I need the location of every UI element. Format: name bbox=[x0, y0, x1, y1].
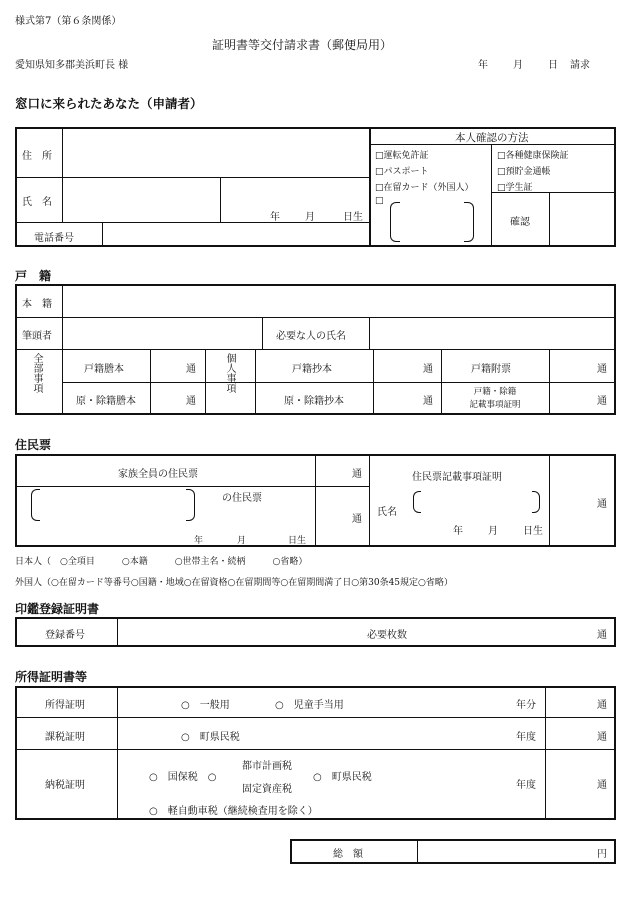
kisai-birth-year: 年 bbox=[453, 526, 463, 537]
juminhyo-person-field[interactable] bbox=[42, 490, 184, 520]
all-items-label: 全部事項 bbox=[31, 353, 42, 393]
family-all-unit[interactable]: 通 bbox=[352, 469, 362, 480]
tohon-unit[interactable]: 通 bbox=[186, 364, 196, 375]
fuhyo-unit[interactable]: 通 bbox=[597, 364, 607, 375]
jumin-birth-month: 月 bbox=[237, 536, 247, 546]
income-general-option[interactable]: ○ 一般用 bbox=[181, 700, 230, 711]
verify-health-insurance[interactable]: □各種健康保険証 bbox=[497, 151, 569, 161]
total-unit: 円 bbox=[597, 849, 607, 860]
address-label: 住 所 bbox=[22, 151, 52, 162]
kisai-birth-day: 日生 bbox=[523, 526, 543, 537]
bracket-left bbox=[390, 202, 400, 242]
birth-month: 月 bbox=[305, 212, 315, 223]
tax-period: 年度 bbox=[516, 732, 536, 743]
bracket-left bbox=[31, 489, 40, 521]
paid-light-vehicle-option[interactable]: ○ 軽自動車税（継続検査用を除く） bbox=[149, 806, 318, 817]
kisai-unit[interactable]: 通 bbox=[597, 396, 607, 407]
paid-resident-option[interactable]: ○ 町県民税 bbox=[313, 772, 372, 783]
shohon-unit[interactable]: 通 bbox=[423, 364, 433, 375]
jumin-birth-year: 年 bbox=[194, 536, 204, 546]
foreign-options[interactable]: 外国人（○在留カード等番号○国籍・地域○在留資格○在留期間等○在留期間満了日○第30条45規定○省略） bbox=[15, 578, 453, 588]
kisai-birth-month: 月 bbox=[488, 526, 498, 537]
honseki-field[interactable] bbox=[64, 286, 612, 316]
of-juminhyo-label: の住民票 bbox=[222, 493, 262, 504]
date-year[interactable]: 年 bbox=[478, 60, 488, 71]
juminhyo-heading: 住民票 bbox=[15, 438, 52, 452]
kisai-name-field[interactable] bbox=[423, 492, 530, 512]
verification-title: 本人確認の方法 bbox=[455, 132, 529, 144]
total-amount-field[interactable] bbox=[419, 841, 589, 862]
name-field[interactable] bbox=[64, 179, 218, 220]
joseki-tohon-label: 原・除籍謄本 bbox=[76, 396, 136, 407]
paid-kokuho-option[interactable]: ○ 国保税 ○ bbox=[149, 772, 217, 783]
phone-field[interactable] bbox=[104, 224, 367, 244]
form-title: 証明書等交付請求書（郵便局用） bbox=[212, 38, 393, 52]
verify-passport[interactable]: □パスポート bbox=[375, 167, 429, 177]
verify-student-id[interactable]: □学生証 bbox=[497, 183, 533, 193]
joseki-shohon-unit[interactable]: 通 bbox=[423, 396, 433, 407]
bracket-left bbox=[413, 491, 421, 513]
fuhyo-label: 戸籍附票 bbox=[471, 364, 511, 375]
birth-year: 年 bbox=[270, 212, 280, 223]
birth-day: 日生 bbox=[343, 212, 363, 223]
verify-drivers-license[interactable]: □運転免許証 bbox=[375, 151, 429, 161]
kisai-label-1: 戸籍・除籍 bbox=[473, 387, 517, 397]
tohon-label: 戸籍謄本 bbox=[84, 364, 124, 375]
bracket-right bbox=[532, 491, 540, 513]
income-period: 年分 bbox=[516, 700, 536, 711]
joseki-shohon-label: 原・除籍抄本 bbox=[284, 396, 344, 407]
kisai-title: 住民票記載事項証明 bbox=[412, 472, 502, 483]
head-field[interactable] bbox=[64, 319, 260, 348]
needed-names-label: 必要な人の氏名 bbox=[276, 331, 346, 342]
total-label: 総 額 bbox=[333, 849, 363, 860]
verify-residence-card[interactable]: □在留カード（外国人） bbox=[375, 183, 474, 193]
japanese-options[interactable]: 日本人（ ○全項目 ○本籍 ○世帯主名・続柄 ○省略） bbox=[15, 557, 308, 567]
address-field[interactable] bbox=[64, 130, 367, 175]
paid-cert-label: 納税証明 bbox=[45, 780, 85, 791]
kisai-name-label: 氏名 bbox=[377, 507, 397, 518]
needed-names-field[interactable] bbox=[371, 319, 612, 348]
paid-period: 年度 bbox=[516, 780, 536, 791]
head-label: 筆頭者 bbox=[22, 331, 52, 342]
applicant-heading: 窓口に来られたあなた（申請者） bbox=[15, 96, 203, 111]
inkan-heading: 印鑑登録証明書 bbox=[15, 602, 100, 616]
verify-passbook[interactable]: □預貯金通帳 bbox=[497, 167, 551, 177]
income-cert-label: 所得証明 bbox=[45, 700, 85, 711]
bracket-right bbox=[464, 202, 474, 242]
paid-city-planning-label: 都市計画税 bbox=[242, 761, 292, 772]
koseki-heading: 戸 籍 bbox=[15, 269, 52, 283]
personal-items-label: 個人事項 bbox=[224, 353, 235, 393]
verify-other[interactable]: □ bbox=[375, 196, 384, 206]
income-unit[interactable]: 通 bbox=[597, 700, 607, 711]
kisai-unit[interactable]: 通 bbox=[597, 499, 607, 510]
date-day[interactable]: 日 bbox=[548, 60, 558, 71]
paid-fixed-asset-label: 固定資産税 bbox=[242, 784, 292, 795]
shohon-label: 戸籍抄本 bbox=[292, 364, 332, 375]
phone-label: 電話番号 bbox=[34, 233, 74, 244]
joseki-tohon-unit[interactable]: 通 bbox=[186, 396, 196, 407]
bracket-right bbox=[186, 489, 195, 521]
form-number: 様式第7（第６条関係） bbox=[15, 16, 122, 27]
tax-cert-label: 課税証明 bbox=[45, 732, 85, 743]
paid-unit[interactable]: 通 bbox=[597, 780, 607, 791]
shotoku-heading: 所得証明書等 bbox=[15, 670, 88, 684]
family-all-label: 家族全員の住民票 bbox=[118, 469, 198, 480]
confirm-label: 確認 bbox=[510, 217, 530, 228]
person-juminhyo-unit[interactable]: 通 bbox=[352, 514, 362, 525]
honseki-label: 本 籍 bbox=[22, 299, 52, 310]
date-month[interactable]: 月 bbox=[513, 60, 523, 71]
inkan-unit[interactable]: 通 bbox=[597, 630, 607, 641]
kisai-label-2: 記載事項証明 bbox=[469, 400, 521, 410]
name-label: 氏 名 bbox=[22, 197, 52, 208]
jumin-birth-day: 日生 bbox=[288, 536, 307, 546]
copies-label: 必要枚数 bbox=[367, 630, 407, 641]
tax-resident-option[interactable]: ○ 町県民税 bbox=[181, 732, 240, 743]
addressee: 愛知県知多郡美浜町長 様 bbox=[15, 60, 129, 71]
reg-number-label: 登録番号 bbox=[45, 630, 85, 641]
income-child-option[interactable]: ○ 児童手当用 bbox=[275, 700, 344, 711]
date-request: 請求 bbox=[570, 60, 590, 71]
tax-unit[interactable]: 通 bbox=[597, 732, 607, 743]
reg-number-field[interactable] bbox=[119, 619, 359, 645]
